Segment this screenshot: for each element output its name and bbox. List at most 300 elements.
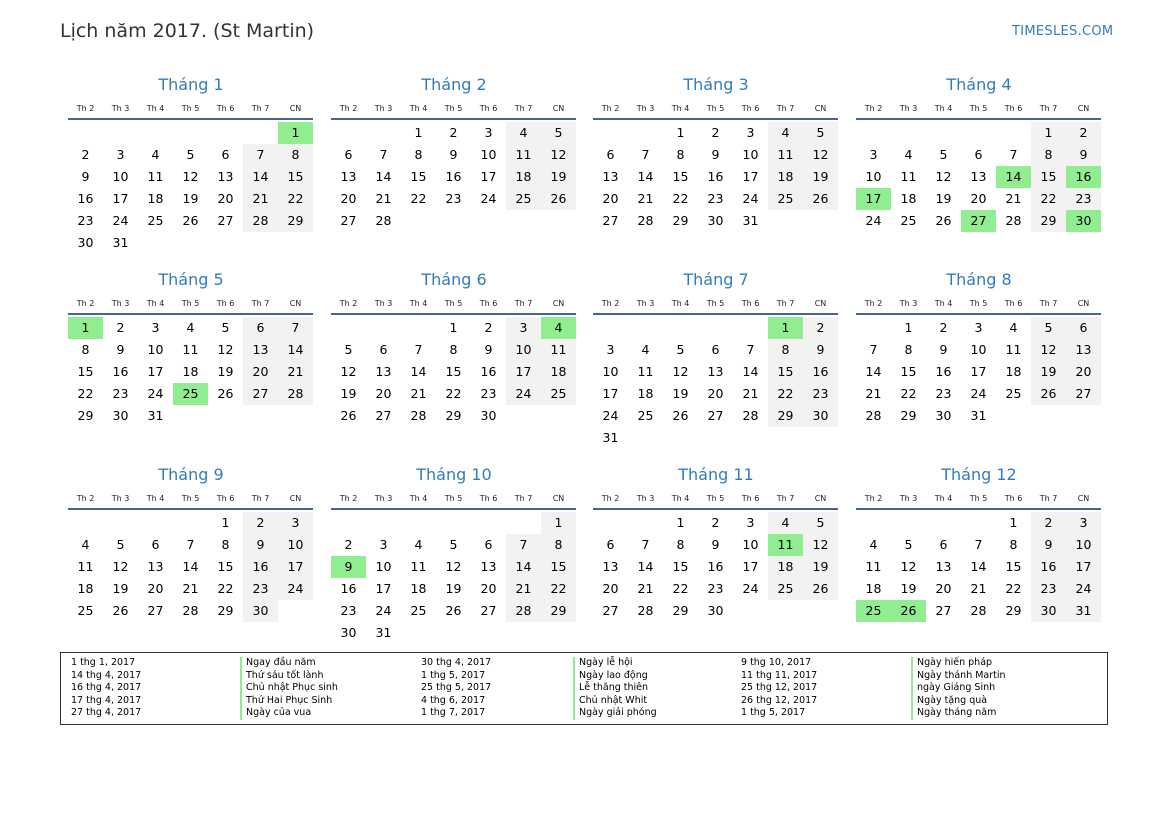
day-cell: 20 [970, 191, 987, 206]
legend-holiday-name: ngày Giáng Sinh [911, 682, 995, 695]
weekday-label: CN [814, 494, 827, 503]
day-cell: 13 [147, 559, 164, 574]
day-cell: 23 [707, 581, 724, 596]
day-cell: 10 [112, 169, 129, 184]
month-block [68, 269, 314, 449]
day-cell: 19 [803, 556, 838, 578]
day-cell: 17 [112, 191, 129, 206]
day-cell: 22 [541, 578, 576, 600]
day-cell: 4 [506, 122, 541, 144]
day-cell: 12 [340, 364, 357, 379]
day-cell: 31 [602, 430, 619, 445]
weekday-label: Th 3 [111, 104, 130, 113]
day-cell: 21 [742, 386, 759, 401]
day-cell: 23 [445, 191, 462, 206]
day-cell: 15 [410, 169, 427, 184]
days-grid [68, 512, 314, 644]
day-cell: 23 [340, 603, 357, 618]
header-divider [68, 118, 313, 120]
day-cell: 21 [865, 386, 882, 401]
day-cell: 9 [449, 147, 458, 162]
weekday-label: Th 3 [636, 299, 655, 308]
day-cell: 27 [935, 603, 952, 618]
day-cell: 3 [379, 537, 388, 552]
legend-date: 1 thg 7, 2017 [421, 707, 486, 719]
month-block [593, 74, 839, 254]
weekday-label: Th 6 [479, 494, 498, 503]
day-cell: 15 [1031, 166, 1066, 188]
weekday-header [331, 101, 577, 116]
legend-date: 1 thg 5, 2017 [421, 669, 486, 681]
month-block [331, 269, 577, 449]
day-cell: 14 [410, 364, 427, 379]
day-cell: 26 [935, 213, 952, 228]
weekday-label: Th 7 [251, 494, 270, 503]
day-cell: 14 [506, 556, 541, 578]
day-cell: 6 [221, 147, 230, 162]
weekday-label: Th 4 [671, 494, 690, 503]
day-cell: 23 [935, 386, 952, 401]
day-cell: 20 [147, 581, 164, 596]
weekday-label: Th 6 [1004, 494, 1023, 503]
header-divider [331, 508, 576, 510]
weekday-label: Th 7 [514, 299, 533, 308]
day-cell: 22 [77, 386, 94, 401]
legend-date: 26 thg 12, 2017 [741, 694, 818, 706]
day-cell: 24 [480, 191, 497, 206]
month-block [593, 464, 839, 644]
day-cell: 3 [151, 320, 160, 335]
day-cell: 19 [541, 166, 576, 188]
month-title: Tháng 8 [946, 270, 1012, 289]
legend-date: 25 thg 12, 2017 [741, 682, 818, 694]
day-cell: 9 [803, 339, 838, 361]
weekday-label: Th 5 [181, 299, 200, 308]
day-cell: 10 [1066, 534, 1101, 556]
day-cell: 3 [746, 515, 755, 530]
day-cell: 11 [637, 364, 654, 379]
day-cell: 15 [768, 361, 803, 383]
holiday-day-cell: 1 [68, 317, 103, 339]
month-title: Tháng 3 [683, 75, 749, 94]
day-cell: 15 [77, 364, 94, 379]
day-cell: 12 [217, 342, 234, 357]
day-cell: 15 [900, 364, 917, 379]
day-cell: 26 [112, 603, 129, 618]
weekday-label: Th 4 [409, 299, 428, 308]
day-cell: 6 [379, 342, 388, 357]
day-cell: 26 [672, 408, 689, 423]
weekday-label: Th 2 [601, 104, 620, 113]
weekday-label: Th 5 [969, 299, 988, 308]
day-cell: 4 [641, 342, 650, 357]
day-cell: 18 [900, 191, 917, 206]
day-cell: 2 [243, 512, 278, 534]
day-cell: 4 [869, 537, 878, 552]
day-cell: 5 [803, 122, 838, 144]
weekday-label: Th 6 [741, 494, 760, 503]
day-cell: 5 [803, 512, 838, 534]
day-cell: 3 [974, 320, 983, 335]
day-cell: 7 [641, 537, 650, 552]
day-cell: 23 [77, 213, 94, 228]
weekday-label: Th 2 [76, 104, 95, 113]
day-cell: 6 [606, 147, 615, 162]
day-cell: 13 [375, 364, 392, 379]
day-cell: 18 [182, 364, 199, 379]
legend-holiday-name: Chủ nhật Phục sinh [240, 682, 338, 695]
month-title: Tháng 4 [946, 75, 1012, 94]
day-cell: 8 [449, 342, 458, 357]
days-grid [331, 317, 577, 449]
day-cell: 15 [278, 166, 313, 188]
weekday-header [856, 101, 1102, 116]
day-cell: 30 [1031, 600, 1066, 622]
day-cell: 4 [186, 320, 195, 335]
header-divider [593, 118, 838, 120]
day-cell: 25 [1005, 386, 1022, 401]
day-cell: 28 [637, 603, 654, 618]
day-cell: 21 [410, 386, 427, 401]
day-cell: 13 [707, 364, 724, 379]
day-cell: 23 [803, 383, 838, 405]
day-cell: 17 [147, 364, 164, 379]
day-cell: 4 [81, 537, 90, 552]
day-cell: 1 [904, 320, 913, 335]
day-cell: 6 [1066, 317, 1101, 339]
days-grid [856, 122, 1102, 254]
day-cell: 13 [1066, 339, 1101, 361]
day-cell: 29 [217, 603, 234, 618]
day-cell: 8 [676, 147, 685, 162]
day-cell: 6 [344, 147, 353, 162]
day-cell: 11 [182, 342, 199, 357]
weekday-label: Th 4 [146, 299, 165, 308]
day-cell: 13 [970, 169, 987, 184]
day-cell: 2 [1031, 512, 1066, 534]
day-cell: 29 [768, 405, 803, 427]
day-cell: 13 [935, 559, 952, 574]
day-cell: 20 [243, 361, 278, 383]
day-cell: 31 [742, 213, 759, 228]
day-cell: 21 [1005, 191, 1022, 206]
day-cell: 8 [1031, 144, 1066, 166]
weekday-header [593, 296, 839, 311]
day-cell: 8 [414, 147, 423, 162]
day-cell: 10 [970, 342, 987, 357]
day-cell: 1 [676, 125, 685, 140]
day-cell: 20 [707, 386, 724, 401]
days-grid [593, 317, 839, 449]
day-cell: 29 [1031, 210, 1066, 232]
day-cell: 6 [243, 317, 278, 339]
day-cell: 2 [484, 320, 493, 335]
day-cell: 8 [221, 537, 230, 552]
day-cell: 7 [243, 144, 278, 166]
day-cell: 18 [865, 581, 882, 596]
weekday-label: Th 5 [969, 494, 988, 503]
day-cell: 8 [541, 534, 576, 556]
legend-date: 9 thg 10, 2017 [741, 657, 812, 668]
holiday-day-cell: 25 [856, 600, 891, 622]
day-cell: 23 [1031, 578, 1066, 600]
day-cell: 12 [900, 559, 917, 574]
day-cell: 5 [1031, 317, 1066, 339]
day-cell: 9 [81, 169, 90, 184]
day-cell: 16 [77, 191, 94, 206]
day-cell: 8 [81, 342, 90, 357]
weekday-label: Th 7 [251, 299, 270, 308]
day-cell: 1 [449, 320, 458, 335]
day-cell: 12 [112, 559, 129, 574]
day-cell: 17 [480, 169, 497, 184]
header-divider [68, 313, 313, 315]
day-cell: 2 [1066, 122, 1101, 144]
weekday-label: Th 3 [111, 494, 130, 503]
weekday-label: Th 7 [776, 299, 795, 308]
day-cell: 22 [672, 581, 689, 596]
day-cell: 11 [1005, 342, 1022, 357]
day-cell: 28 [1005, 213, 1022, 228]
day-cell: 18 [541, 361, 576, 383]
header-divider [331, 313, 576, 315]
day-cell: 29 [77, 408, 94, 423]
day-cell: 8 [768, 339, 803, 361]
weekday-label: CN [814, 299, 827, 308]
day-cell: 7 [186, 537, 195, 552]
day-cell: 1 [676, 515, 685, 530]
day-cell: 28 [865, 408, 882, 423]
day-cell: 8 [278, 144, 313, 166]
day-cell: 15 [672, 559, 689, 574]
legend-holiday-name: Ngày của vua [240, 707, 311, 720]
weekday-label: Th 3 [374, 299, 393, 308]
day-cell: 8 [1009, 537, 1018, 552]
day-cell: 28 [970, 603, 987, 618]
day-cell: 24 [602, 408, 619, 423]
day-cell: 7 [506, 534, 541, 556]
day-cell: 7 [869, 342, 878, 357]
day-cell: 18 [768, 556, 803, 578]
month-title: Tháng 2 [421, 75, 487, 94]
weekday-label: Th 4 [934, 104, 953, 113]
day-cell: 25 [541, 383, 576, 405]
day-cell: 20 [1066, 361, 1101, 383]
day-cell: 20 [217, 191, 234, 206]
day-cell: 7 [1009, 147, 1018, 162]
day-cell: 30 [935, 408, 952, 423]
day-cell: 9 [484, 342, 493, 357]
day-cell: 2 [939, 320, 948, 335]
weekday-header [68, 101, 314, 116]
day-cell: 17 [602, 386, 619, 401]
header-divider [331, 118, 576, 120]
day-cell: 28 [375, 213, 392, 228]
day-cell: 6 [484, 537, 493, 552]
day-cell: 12 [935, 169, 952, 184]
weekday-label: CN [552, 299, 565, 308]
day-cell: 1 [414, 125, 423, 140]
month-title: Tháng 6 [421, 270, 487, 289]
day-cell: 20 [935, 581, 952, 596]
day-cell: 19 [935, 191, 952, 206]
day-cell: 26 [803, 188, 838, 210]
day-cell: 15 [1005, 559, 1022, 574]
weekday-header [593, 101, 839, 116]
day-cell: 22 [217, 581, 234, 596]
weekday-label: Th 2 [864, 299, 883, 308]
month-title: Tháng 10 [416, 465, 492, 484]
day-cell: 9 [243, 534, 278, 556]
day-cell: 26 [217, 386, 234, 401]
day-cell: 24 [742, 581, 759, 596]
days-grid [331, 122, 577, 254]
day-cell: 20 [480, 581, 497, 596]
day-cell: 13 [243, 339, 278, 361]
day-cell: 17 [742, 559, 759, 574]
day-cell: 10 [480, 147, 497, 162]
legend-holiday-name: Thứ sáu tốt lành [240, 670, 323, 683]
day-cell: 16 [707, 169, 724, 184]
holiday-day-cell: 25 [173, 383, 208, 405]
day-cell: 14 [182, 559, 199, 574]
day-cell: 25 [77, 603, 94, 618]
day-cell: 31 [970, 408, 987, 423]
weekday-label: Th 2 [601, 494, 620, 503]
day-cell: 11 [900, 169, 917, 184]
legend-date: 17 thg 4, 2017 [71, 694, 142, 706]
day-cell: 23 [707, 191, 724, 206]
day-cell: 1 [221, 515, 230, 530]
weekday-label: Th 4 [671, 299, 690, 308]
day-cell: 27 [217, 213, 234, 228]
day-cell: 19 [900, 581, 917, 596]
weekday-label: Th 6 [1004, 299, 1023, 308]
day-cell: 10 [742, 147, 759, 162]
day-cell: 4 [768, 512, 803, 534]
day-cell: 24 [278, 578, 313, 600]
day-cell: 7 [641, 147, 650, 162]
day-cell: 29 [672, 213, 689, 228]
day-cell: 3 [278, 512, 313, 534]
day-cell: 15 [217, 559, 234, 574]
day-cell: 28 [742, 408, 759, 423]
holiday-day-cell: 30 [1066, 210, 1101, 232]
day-cell: 29 [445, 408, 462, 423]
day-cell: 11 [865, 559, 882, 574]
weekday-header [331, 296, 577, 311]
day-cell: 11 [77, 559, 94, 574]
weekday-label: Th 2 [864, 104, 883, 113]
day-cell: 19 [217, 364, 234, 379]
day-cell: 7 [746, 342, 755, 357]
legend-holiday-name: Ngày lễ hội [573, 657, 633, 670]
weekday-label: Th 2 [601, 299, 620, 308]
day-cell: 10 [865, 169, 882, 184]
day-cell: 21 [243, 188, 278, 210]
day-cell: 17 [1066, 556, 1101, 578]
day-cell: 3 [746, 125, 755, 140]
day-cell: 5 [116, 537, 125, 552]
weekday-header [68, 296, 314, 311]
day-cell: 29 [900, 408, 917, 423]
day-cell: 4 [1009, 320, 1018, 335]
day-cell: 19 [1031, 361, 1066, 383]
month-block [331, 464, 577, 644]
day-cell: 28 [506, 600, 541, 622]
day-cell: 10 [375, 559, 392, 574]
day-cell: 23 [1066, 188, 1101, 210]
month-title: Tháng 5 [158, 270, 224, 289]
weekday-label: Th 6 [741, 299, 760, 308]
day-cell: 24 [865, 213, 882, 228]
day-cell: 25 [768, 578, 803, 600]
brand-link[interactable]: TIMESLES.COM [1012, 24, 1114, 39]
day-cell: 21 [506, 578, 541, 600]
day-cell: 28 [278, 383, 313, 405]
day-cell: 15 [672, 169, 689, 184]
day-cell: 16 [803, 361, 838, 383]
header-divider [593, 313, 838, 315]
holiday-legend [60, 652, 1108, 725]
day-cell: 22 [672, 191, 689, 206]
day-cell: 25 [900, 213, 917, 228]
legend-holiday-name: Thứ Hai Phục Sinh [240, 695, 332, 708]
day-cell: 14 [375, 169, 392, 184]
weekday-label: Th 6 [216, 299, 235, 308]
day-cell: 16 [935, 364, 952, 379]
day-cell: 13 [217, 169, 234, 184]
day-cell: 17 [278, 556, 313, 578]
legend-date: 27 thg 4, 2017 [71, 707, 142, 719]
weekday-label: Th 7 [514, 494, 533, 503]
day-cell: 18 [147, 191, 164, 206]
weekday-label: Th 3 [899, 104, 918, 113]
weekday-label: Th 6 [479, 299, 498, 308]
weekday-label: Th 4 [934, 299, 953, 308]
day-cell: 16 [1031, 556, 1066, 578]
day-cell: 24 [112, 213, 129, 228]
day-cell: 21 [637, 191, 654, 206]
day-cell: 29 [672, 603, 689, 618]
day-cell: 28 [243, 210, 278, 232]
weekday-label: Th 2 [339, 299, 358, 308]
legend-date: 25 thg 5, 2017 [421, 682, 492, 694]
day-cell: 10 [147, 342, 164, 357]
day-cell: 27 [707, 408, 724, 423]
day-cell: 7 [414, 342, 423, 357]
day-cell: 11 [410, 559, 427, 574]
day-cell: 5 [939, 147, 948, 162]
day-cell: 6 [974, 147, 983, 162]
day-cell: 26 [1031, 383, 1066, 405]
weekday-label: CN [552, 494, 565, 503]
day-cell: 3 [506, 317, 541, 339]
weekday-label: CN [289, 299, 302, 308]
month-block [593, 269, 839, 449]
legend-holiday-name: Ngay đầu năm [240, 657, 316, 670]
legend-holiday-name: Ngày giải phóng [573, 707, 657, 720]
day-cell: 30 [803, 405, 838, 427]
weekday-label: Th 4 [671, 104, 690, 113]
legend-holiday-name: Ngày thánh Martin [911, 670, 1006, 683]
days-grid [856, 317, 1102, 449]
days-grid [856, 512, 1102, 644]
legend-holiday-name: Ngày tháng năm [911, 707, 996, 720]
day-cell: 24 [1066, 578, 1101, 600]
month-title: Tháng 12 [941, 465, 1017, 484]
weekday-label: Th 4 [934, 494, 953, 503]
